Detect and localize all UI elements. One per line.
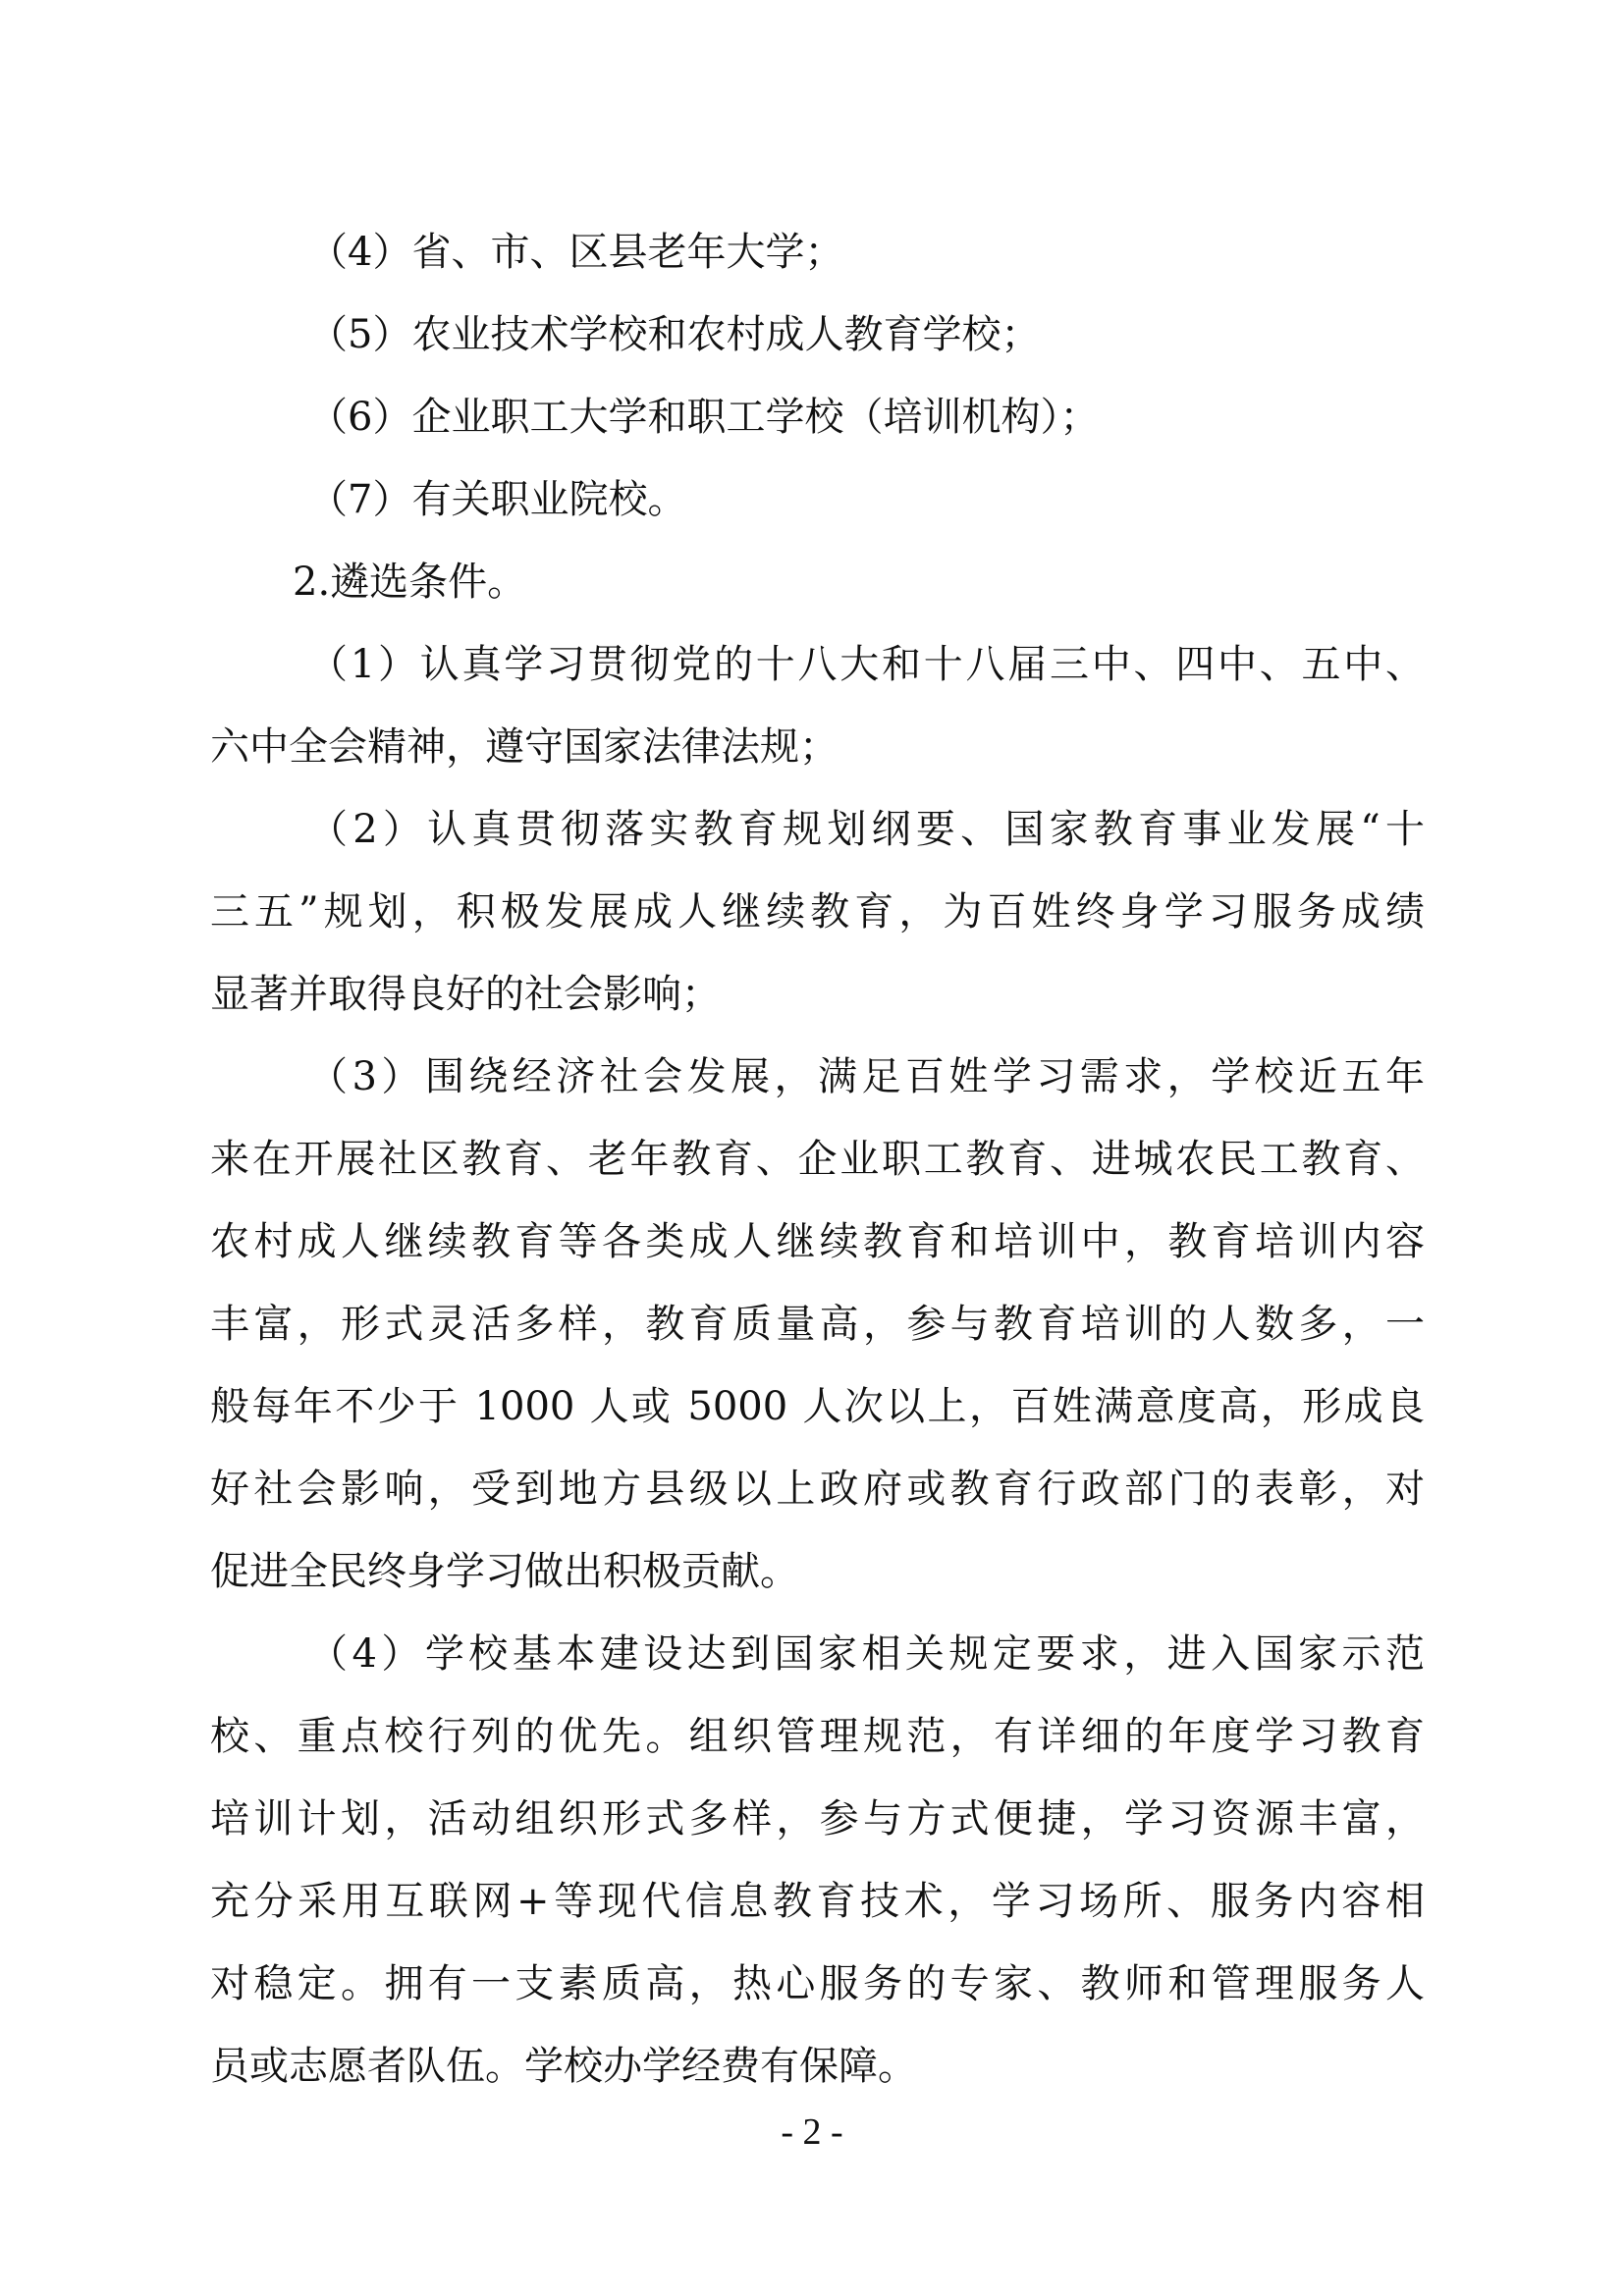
criteria-3-line-1: （3）围绕经济社会发展，满足百姓学习需求，学校近五年: [308, 1054, 1425, 1099]
criteria-2-line-2: 三五”规划，积极发展成人继续教育，为百姓终身学习服务成绩: [210, 889, 1425, 934]
criteria-1-line-2: 六中全会精神，遵守国家法律法规；: [210, 724, 839, 770]
criteria-3-line-3: 农村成人继续教育等各类成人继续教育和培训中，教育培训内容: [210, 1219, 1425, 1264]
criteria-4-line-2: 校、重点校行列的优先。组织管理规范，有详细的年度学习教育: [210, 1714, 1425, 1759]
criteria-4-line-6: 员或志愿者队伍。学校办学经费有保障。: [210, 2044, 917, 2089]
list-item-4: （4）省、市、区县老年大学；: [308, 230, 844, 275]
criteria-3-line-6: 好社会影响，受到地方县级以上政府或教育行政部门的表彰，对: [210, 1467, 1425, 1512]
criteria-3-line-2: 来在开展社区教育、老年教育、企业职工教育、进城农民工教育、: [210, 1137, 1425, 1182]
criteria-1-line-1: （1）认真学习贯彻党的十八大和十八届三中、四中、五中、: [308, 642, 1425, 687]
criteria-4-line-5: 对稳定。拥有一支素质高，热心服务的专家、教师和管理服务人: [210, 1961, 1425, 2006]
criteria-2-line-3: 显著并取得良好的社会影响；: [210, 972, 721, 1017]
list-item-5: （5）农业技术学校和农村成人教育学校；: [308, 312, 1041, 357]
section-heading-selection-criteria: 2.遴选条件。: [293, 560, 527, 605]
criteria-3-line-4: 丰富，形式灵活多样，教育质量高，参与教育培训的人数多，一: [210, 1302, 1425, 1347]
criteria-3-line-5: 般每年不少于 1000 人或 5000 人次以上，百姓满意度高，形成良: [210, 1384, 1425, 1429]
criteria-2-line-1: （2）认真贯彻落实教育规划纲要、国家教育事业发展“十: [308, 807, 1425, 852]
list-item-7: （7）有关职业院校。: [308, 477, 687, 522]
criteria-4-line-4: 充分采用互联网+等现代信息教育技术，学习场所、服务内容相: [210, 1879, 1425, 1924]
page-number: - 2 -: [781, 2111, 843, 2153]
criteria-4-line-3: 培训计划，活动组织形式多样，参与方式便捷，学习资源丰富，: [210, 1796, 1425, 1842]
criteria-3-line-7: 促进全民终身学习做出积极贡献。: [210, 1549, 799, 1594]
list-item-6: （6）企业职工大学和职工学校（培训机构）；: [308, 395, 1100, 440]
criteria-4-line-1: （4）学校基本建设达到国家相关规定要求，进入国家示范: [308, 1631, 1425, 1677]
document-body: [210, 211, 1425, 2108]
